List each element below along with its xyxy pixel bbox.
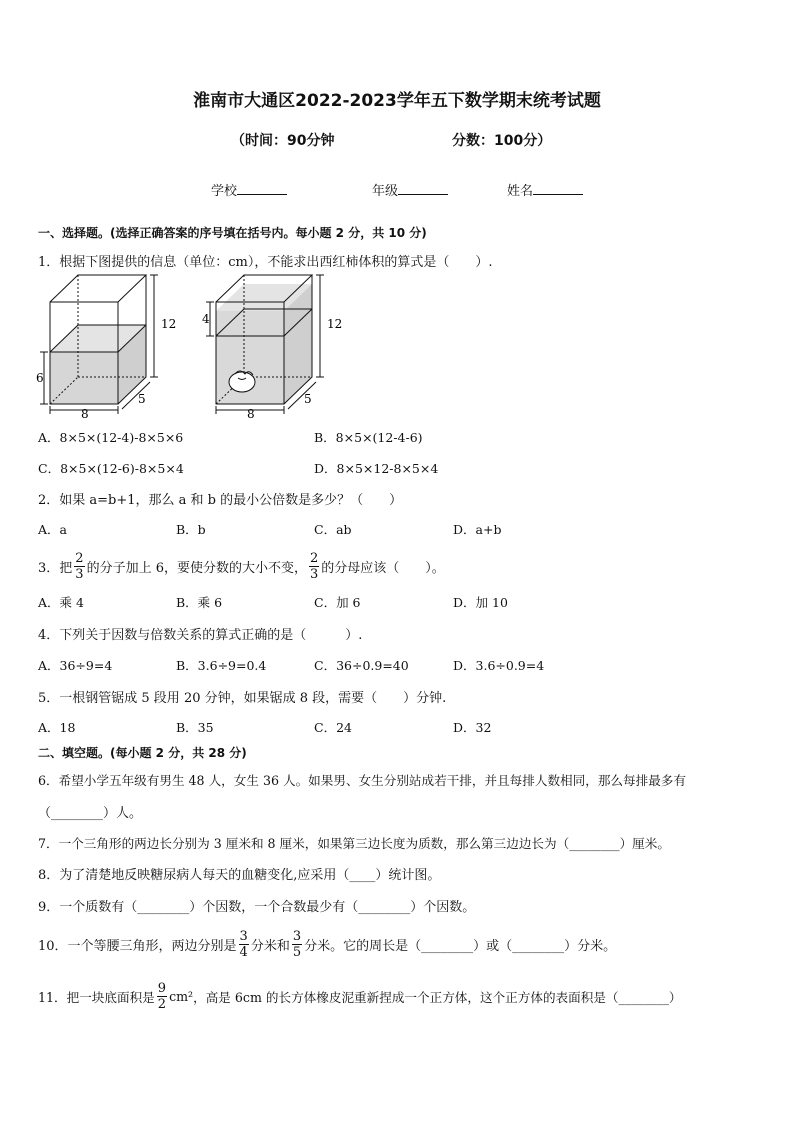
grade-label: 年级	[372, 184, 399, 199]
q5-option-a[interactable]: A．18	[38, 720, 76, 735]
q1-option-b[interactable]: B．8×5×(12-4-6)	[314, 430, 423, 445]
q3-fraction-1: $\frac{2}{3}$	[75, 551, 84, 582]
fig2-width-8: 8	[247, 407, 255, 421]
page-title: 淮南市大通区2022-2023学年五下数学期末统考试题	[193, 91, 601, 111]
q5-option-c[interactable]: C．24	[314, 720, 352, 735]
question-11	[38, 982, 682, 1011]
fig1-width-8: 8	[81, 407, 89, 421]
water-front	[50, 352, 118, 404]
score-label: 分数：100分）	[452, 133, 552, 149]
school-field	[211, 180, 287, 199]
q3-option-a[interactable]: A．乘 4	[38, 595, 84, 610]
q1-option-a[interactable]: A．8×5×(12-4)-8×5×6	[38, 430, 184, 445]
q11-post: ，高是 6cm 的长方体橡皮泥重新捏成一个正方体，这个正方体的表面积是（________）	[193, 990, 682, 1005]
q10-pre: 10．一个等腰三角形，两边分别是	[38, 939, 237, 954]
q5-option-b[interactable]: B．35	[176, 720, 214, 735]
question-4: 4．下列关于因数与倍数关系的算式正确的是（ ）.	[38, 628, 363, 643]
name-blank[interactable]	[533, 182, 583, 195]
q10-fraction-1: $\frac{3}{4}$	[239, 929, 248, 960]
q1-option-c[interactable]: C．8×5×(12-6)-8×5×4	[38, 461, 184, 476]
q2-option-c[interactable]: C．ab	[314, 522, 352, 537]
q2-option-b[interactable]: B．b	[176, 522, 206, 537]
container-figure-2	[200, 270, 343, 421]
container-figure-1	[34, 270, 177, 421]
question-8: 8．为了清楚地反映糖尿病人每天的血糖变化,应采用（____）统计图。	[38, 868, 441, 883]
q3-pre: 3．把	[38, 561, 73, 576]
fig2-height-12: 12	[327, 317, 343, 331]
q3-post: 的分母应该（ ）。	[321, 561, 445, 576]
q3-option-d[interactable]: D．加 10	[453, 595, 508, 610]
q3-mid: 的分子加上 6，要使分数的大小不变，	[86, 561, 307, 576]
school-blank[interactable]	[237, 182, 287, 195]
question-10	[38, 930, 616, 959]
q3-option-b[interactable]: B．乘 6	[176, 595, 223, 610]
q10-mid: 分米和	[250, 939, 290, 954]
fig1-water-6: 6	[36, 371, 44, 385]
grade-field	[372, 180, 448, 199]
question-1: 1．根据下图提供的信息（单位：cm），不能求出西红柿体积的算式是（ ）.	[38, 255, 493, 270]
school-label: 学校	[211, 184, 238, 199]
q4-option-b[interactable]: B．3.6÷9=0.4	[176, 658, 267, 673]
q3-fraction-2: $\frac{2}{3}$	[309, 551, 319, 582]
q4-option-d[interactable]: D．3.6÷0.9=4	[453, 658, 545, 673]
question-3	[38, 552, 445, 581]
section-choice-heading: 一、选择题。(选择正确答案的序号填在括号内。每小题 2 分，共 10 分)	[38, 226, 427, 240]
q2-option-a[interactable]: A．a	[38, 522, 67, 537]
name-label: 姓名	[507, 184, 534, 199]
grade-blank[interactable]	[398, 182, 448, 195]
q11-pre: 11．把一块底面积是	[38, 990, 155, 1005]
time-label: （时间：90分钟	[231, 133, 335, 149]
q4-option-c[interactable]: C．36÷0.9=40	[314, 658, 409, 673]
q10-post: 分米。它的周长是（________）或（________）分米。	[304, 939, 617, 954]
fig2-depth-5: 5	[304, 392, 312, 406]
q10-fraction-2: $\frac{3}{5}$	[292, 929, 302, 960]
q1-option-d[interactable]: D．8×5×12-8×5×4	[314, 461, 439, 476]
fig2-gap-4: 4	[202, 312, 210, 326]
question-7: 7．一个三角形的两边长分别为 3 厘米和 8 厘米，如果第三边长度为质数，那么第三边边长为（________）厘米。	[38, 836, 670, 851]
question-6-line-2: （________）人。	[38, 806, 143, 821]
q11-unit: cm²	[169, 989, 194, 1004]
q2-option-d[interactable]: D．a+b	[453, 522, 502, 537]
question-2: 2．如果 a=b+1，那么 a 和 b 的最小公倍数是多少？（ ）	[38, 493, 403, 508]
q4-option-a[interactable]: A．36÷9=4	[38, 658, 113, 673]
q11-fraction: $\frac{9}{2}$	[157, 981, 167, 1012]
question-5: 5．一根钢管锯成 5 段用 20 分钟，如果锯成 8 段，需要（ ）分钟.	[38, 691, 447, 706]
q3-option-c[interactable]: C．加 6	[314, 595, 361, 610]
fig1-height-12: 12	[161, 317, 177, 331]
fig1-depth-5: 5	[138, 392, 146, 406]
question-6-line-1: 6．希望小学五年级有男生 48 人，女生 36 人。如果男、女生分别站成若干排，并且每排人数相同，那么每排最多有	[38, 773, 686, 788]
name-field	[507, 180, 583, 199]
section-fill-heading: 二、填空题。(每小题 2 分，共 28 分)	[38, 746, 247, 760]
q5-option-d[interactable]: D．32	[453, 720, 492, 735]
question-9: 9．一个质数有（________）个因数，一个合数最少有（________）个因数。	[38, 900, 476, 915]
